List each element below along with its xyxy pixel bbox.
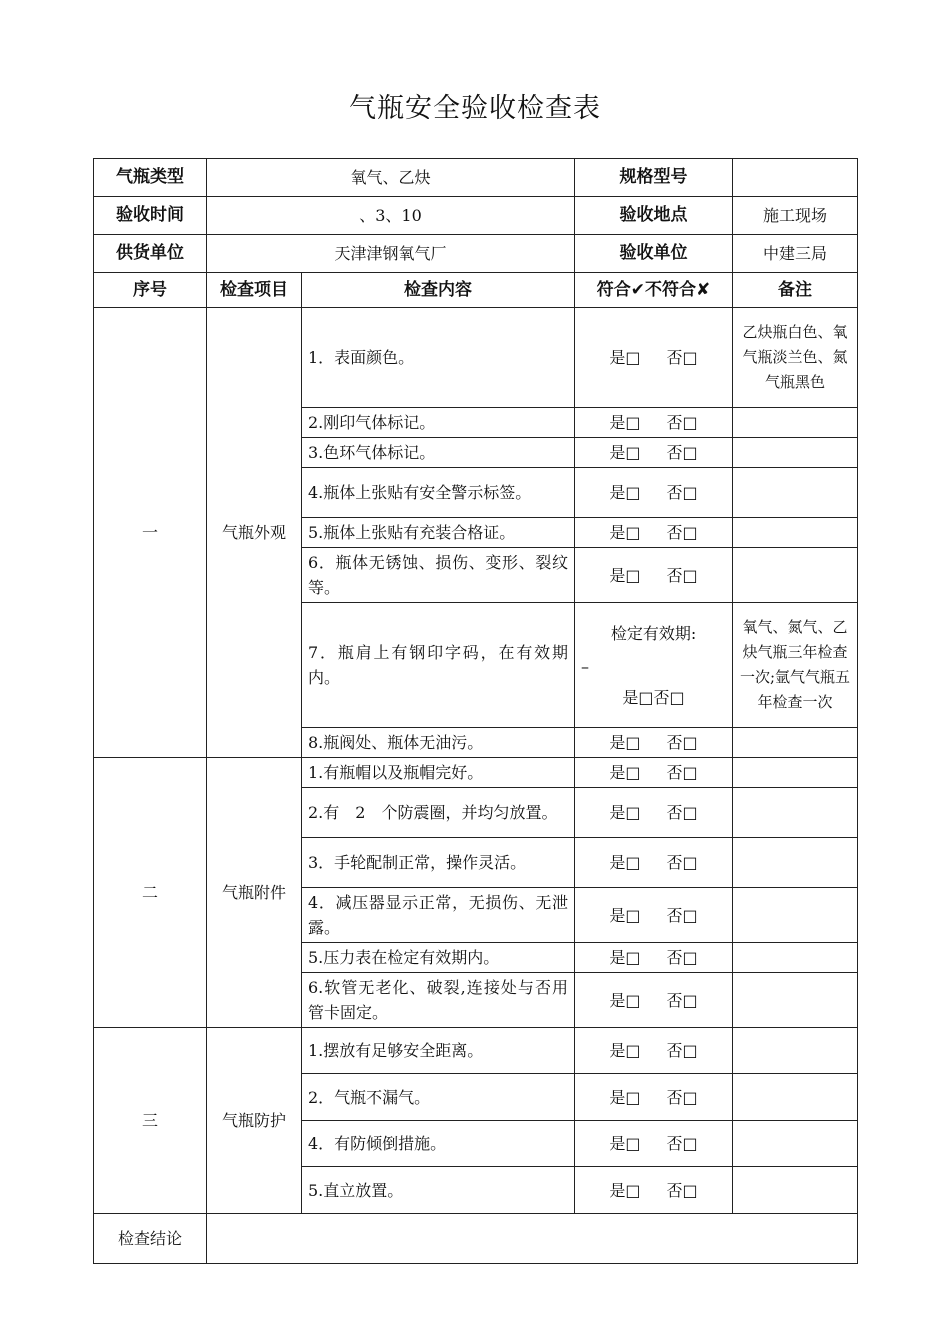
- valid-period-dash: –: [581, 656, 590, 676]
- check-content: 2.有 2 个防震圈，并均匀放置。: [302, 788, 575, 838]
- yes-checkbox[interactable]: 是□: [609, 990, 641, 1010]
- note-cell: [733, 1167, 858, 1214]
- yes-checkbox[interactable]: 是□: [622, 687, 654, 707]
- accept-value: 中建三局: [733, 235, 858, 273]
- yes-checkbox[interactable]: 是□: [609, 413, 641, 432]
- note-cell: [733, 438, 858, 468]
- info-row-type: [94, 159, 858, 197]
- yes-checkbox[interactable]: 是□: [609, 483, 641, 502]
- result-cell: [575, 1121, 733, 1167]
- no-checkbox[interactable]: 否□: [666, 1134, 698, 1153]
- yes-checkbox[interactable]: 是□: [609, 803, 641, 822]
- check-content: 5.直立放置。: [302, 1167, 575, 1214]
- note-cell: [733, 1074, 858, 1121]
- yes-checkbox[interactable]: 是□: [609, 523, 641, 542]
- no-checkbox[interactable]: 否□: [653, 687, 685, 707]
- inspection-table: [93, 158, 858, 1264]
- info-row-supplier: [94, 235, 858, 273]
- note-cell: [733, 888, 858, 943]
- group-seq: 二: [94, 758, 207, 1028]
- check-content: 4．有防倾倒措施。: [302, 1121, 575, 1167]
- check-content: 5.瓶体上张贴有充装合格证。: [302, 518, 575, 548]
- result-cell: [575, 728, 733, 758]
- group-item: 气瓶外观: [207, 308, 302, 758]
- yes-checkbox[interactable]: 是□: [609, 1180, 641, 1200]
- supplier-value: 天津津钢氧气厂: [207, 235, 575, 273]
- no-checkbox[interactable]: 否□: [666, 348, 698, 367]
- header-result: 符合✔不符合✘: [575, 273, 733, 308]
- check-content: 7．瓶肩上有钢印字码，在有效期内。: [302, 603, 575, 728]
- no-checkbox[interactable]: 否□: [666, 523, 698, 542]
- result-cell: [575, 838, 733, 888]
- note-cell: [733, 468, 858, 518]
- accept-label: 验收单位: [575, 235, 733, 273]
- yes-checkbox[interactable]: 是□: [609, 733, 641, 752]
- place-label: 验收地点: [575, 197, 733, 235]
- conclusion-row: [94, 1214, 858, 1264]
- note-cell: [733, 1028, 858, 1074]
- check-content: 4．减压器显示正常，无损伤、无泄露。: [302, 888, 575, 943]
- check-content: 3.色环气体标记。: [302, 438, 575, 468]
- check-content: 2．气瓶不漏气。: [302, 1074, 575, 1121]
- time-value: 、3、10: [207, 197, 575, 235]
- time-label: 验收时间: [94, 197, 207, 235]
- result-cell: [575, 888, 733, 943]
- no-checkbox[interactable]: 否□: [666, 1041, 698, 1060]
- header-content: 检查内容: [302, 273, 575, 308]
- result-cell: [575, 408, 733, 438]
- no-checkbox[interactable]: 否□: [666, 1087, 698, 1107]
- check-content: 6．瓶体无锈蚀、损伤、变形、裂纹等。: [302, 548, 575, 603]
- result-cell: [575, 788, 733, 838]
- group-seq: 一: [94, 308, 207, 758]
- type-value: 氧气、乙炔: [207, 159, 575, 197]
- check-content: 4.瓶体上张贴有安全警示标签。: [302, 468, 575, 518]
- no-checkbox[interactable]: 否□: [666, 763, 698, 782]
- header-row: [94, 273, 858, 308]
- yes-checkbox[interactable]: 是□: [609, 905, 641, 925]
- no-checkbox[interactable]: 否□: [666, 483, 698, 502]
- check-content: 1.摆放有足够安全距离。: [302, 1028, 575, 1074]
- note-cell: [733, 788, 858, 838]
- result-cell: [575, 548, 733, 603]
- yes-checkbox[interactable]: 是□: [609, 1134, 641, 1153]
- no-checkbox[interactable]: 否□: [666, 565, 698, 585]
- spec-value: [733, 159, 858, 197]
- note-cell: [733, 838, 858, 888]
- yes-checkbox[interactable]: 是□: [609, 565, 641, 585]
- check-content: 6.软管无老化、破裂,连接处与否用管卡固定。: [302, 973, 575, 1028]
- no-checkbox[interactable]: 否□: [666, 905, 698, 925]
- header-seq: 序号: [94, 273, 207, 308]
- yes-checkbox[interactable]: 是□: [609, 1041, 641, 1060]
- note-cell: [733, 758, 858, 788]
- valid-period-label: 检定有效期:: [610, 623, 697, 643]
- yes-checkbox[interactable]: 是□: [609, 763, 641, 782]
- result-cell: [575, 438, 733, 468]
- result-cell: [575, 943, 733, 973]
- note-cell: [733, 973, 858, 1028]
- note-cell: 乙炔瓶白色、氧气瓶淡兰色、氮气瓶黑色: [733, 308, 858, 408]
- yes-checkbox[interactable]: 是□: [609, 853, 641, 872]
- no-checkbox[interactable]: 否□: [666, 853, 698, 872]
- header-item: 检查项目: [207, 273, 302, 308]
- no-checkbox[interactable]: 否□: [666, 990, 698, 1010]
- result-cell: [575, 468, 733, 518]
- note-cell: [733, 548, 858, 603]
- yes-checkbox[interactable]: 是□: [609, 443, 641, 462]
- info-row-time: [94, 197, 858, 235]
- result-cell: [575, 1167, 733, 1214]
- note-cell: 氧气、氮气、乙炔气瓶三年检查一次;氩气气瓶五年检查一次: [733, 603, 858, 728]
- no-checkbox[interactable]: 否□: [666, 803, 698, 822]
- conclusion-label: 检查结论: [94, 1214, 207, 1264]
- place-value: 施工现场: [733, 197, 858, 235]
- check-content: 8.瓶阀处、瓶体无油污。: [302, 728, 575, 758]
- check-content: 2.刚印气体标记。: [302, 408, 575, 438]
- note-cell: [733, 408, 858, 438]
- conclusion-value[interactable]: [207, 1214, 858, 1264]
- supplier-label: 供货单位: [94, 235, 207, 273]
- check-row: [94, 1028, 858, 1074]
- yes-checkbox[interactable]: 是□: [609, 1087, 641, 1107]
- check-content: 5.压力表在检定有效期内。: [302, 943, 575, 973]
- note-cell: [733, 518, 858, 548]
- page-title: 气瓶安全验收检查表: [349, 93, 601, 124]
- note-cell: [733, 943, 858, 973]
- result-cell: [575, 1028, 733, 1074]
- result-cell: [575, 758, 733, 788]
- check-content: 1．表面颜色。: [302, 308, 575, 408]
- check-row: [94, 308, 858, 408]
- no-checkbox[interactable]: 否□: [666, 948, 698, 967]
- result-cell: [575, 603, 733, 728]
- header-note: 备注: [733, 273, 858, 308]
- result-cell: [575, 308, 733, 408]
- no-checkbox[interactable]: 否□: [666, 1180, 698, 1200]
- choice-line: [581, 685, 726, 710]
- spec-label: 规格型号: [575, 159, 733, 197]
- type-label: 气瓶类型: [94, 159, 207, 197]
- yes-checkbox[interactable]: 是□: [609, 948, 641, 967]
- check-content: 3．手轮配制正常，操作灵活。: [302, 838, 575, 888]
- no-checkbox[interactable]: 否□: [666, 413, 698, 432]
- no-checkbox[interactable]: 否□: [666, 733, 698, 752]
- result-cell: [575, 1074, 733, 1121]
- no-checkbox[interactable]: 否□: [666, 443, 698, 462]
- check-content: 1.有瓶帽以及瓶帽完好。: [302, 758, 575, 788]
- group-seq: 三: [94, 1028, 207, 1214]
- result-cell: [575, 518, 733, 548]
- note-cell: [733, 728, 858, 758]
- check-row: [94, 758, 858, 788]
- yes-checkbox[interactable]: 是□: [609, 348, 641, 367]
- group-item: 气瓶附件: [207, 758, 302, 1028]
- result-cell: [575, 973, 733, 1028]
- group-item: 气瓶防护: [207, 1028, 302, 1214]
- note-cell: [733, 1121, 858, 1167]
